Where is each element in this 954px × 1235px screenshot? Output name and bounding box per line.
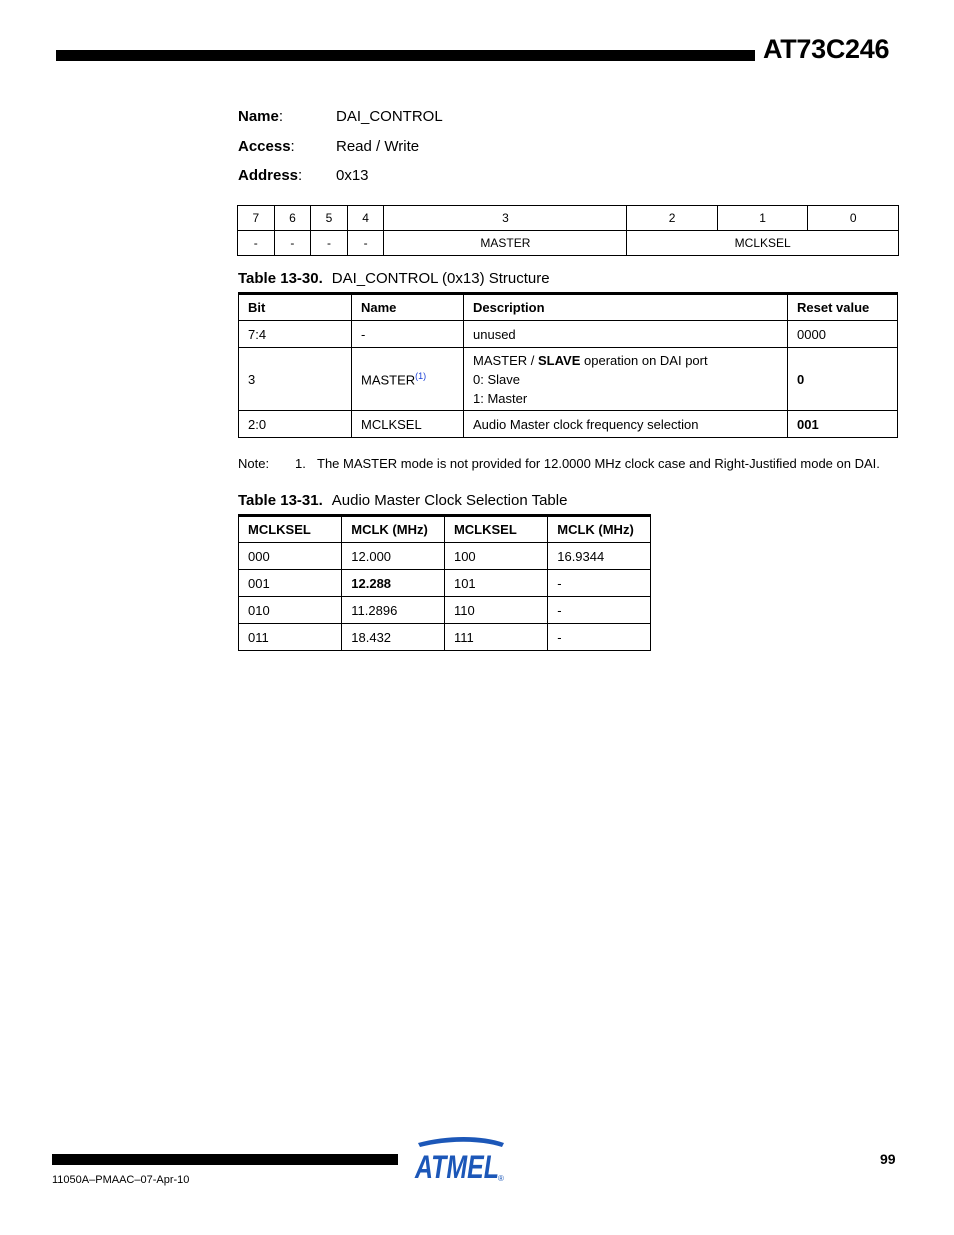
table-row: [239, 543, 651, 570]
table-cell: MCLKSEL: [352, 411, 464, 438]
note-number: 1.: [295, 456, 306, 471]
caption-text: DAI_CONTROL (0x13) Structure: [331, 270, 550, 287]
column-header: MCLKSEL: [444, 516, 547, 543]
note-label: Note:: [238, 456, 270, 471]
bit-number: 2: [627, 206, 717, 231]
bit-number: 3: [384, 206, 627, 231]
table-cell: -: [548, 570, 651, 597]
description-line: 1: Master: [473, 390, 528, 406]
bit-field: -: [274, 231, 311, 256]
bit-field-row: [238, 231, 899, 256]
structure-table: [238, 292, 898, 438]
clock-table-caption: [238, 492, 567, 509]
bit-field: -: [347, 231, 384, 256]
bit-field: -: [311, 231, 348, 256]
register-address-field: Address: 0x13: [238, 167, 369, 184]
table-cell: [464, 348, 788, 411]
register-access-field: Access: Read / Write: [238, 138, 420, 155]
bit-number: 0: [808, 206, 899, 231]
table-cell: 110: [444, 597, 547, 624]
table-header-row: [239, 294, 898, 321]
table-row: [239, 570, 651, 597]
table-row: [239, 348, 898, 411]
field-name: MASTER: [361, 372, 416, 388]
clock-selection-table: [238, 514, 651, 651]
atmel-logo: [412, 1137, 510, 1183]
table-cell: 3: [239, 348, 352, 411]
bit-number-row: [238, 206, 899, 231]
column-header: MCLK (MHz): [548, 516, 651, 543]
footer-rule: [52, 1154, 398, 1165]
bit-number: 7: [238, 206, 275, 231]
table-cell: 11.2896: [342, 597, 445, 624]
register-address-value: 0x13: [336, 167, 369, 184]
table-row: [239, 411, 898, 438]
structure-table-caption: [238, 270, 550, 287]
register-access-label: Access: [238, 138, 291, 155]
table-cell: 111: [444, 624, 547, 651]
bit-field: MASTER: [384, 231, 627, 256]
table-cell: unused: [464, 321, 788, 348]
caption-number: Table 13-31.: [238, 492, 323, 509]
bit-field: MCLKSEL: [627, 231, 899, 256]
bit-field: -: [238, 231, 275, 256]
table-cell: 001: [788, 411, 898, 438]
table-cell: 12.000: [342, 543, 445, 570]
description-text: MASTER /: [473, 352, 539, 368]
bit-number: 5: [311, 206, 348, 231]
column-header: Name: [352, 294, 464, 321]
description-text: operation on DAI port: [580, 352, 708, 368]
footnote-link[interactable]: (1): [415, 370, 427, 381]
description-line: 0: Slave: [473, 371, 520, 387]
column-header: Bit: [239, 294, 352, 321]
table-cell: 101: [444, 570, 547, 597]
register-name-label: Name: [238, 108, 279, 125]
table-header-row: [239, 516, 651, 543]
description-bold-text: SLAVE: [538, 352, 581, 368]
table-cell: 16.9344: [548, 543, 651, 570]
table-cell: 2:0: [239, 411, 352, 438]
caption-number: Table 13-30.: [238, 270, 323, 287]
table-cell: 7:4: [239, 321, 352, 348]
caption-text: Audio Master Clock Selection Table: [331, 492, 568, 509]
svg-text:®: ®: [498, 1174, 504, 1183]
register-name-field: Name: DAI_CONTROL: [238, 108, 443, 125]
table-row: [239, 597, 651, 624]
table-cell: Audio Master clock frequency selection: [464, 411, 788, 438]
table-cell: 001: [239, 570, 342, 597]
table-cell: 000: [239, 543, 342, 570]
table-cell: 0000: [788, 321, 898, 348]
note-text: The MASTER mode is not provided for 12.0000 MHz clock case and Right-Justified mode on DAI.: [317, 456, 880, 471]
bit-number: 1: [717, 206, 807, 231]
table-cell: 011: [239, 624, 342, 651]
table-cell: [352, 348, 464, 411]
column-header: Description: [464, 294, 788, 321]
table-row: [239, 624, 651, 651]
svg-text:ATMEL: ATMEL: [414, 1149, 499, 1183]
register-address-label: Address: [238, 167, 299, 184]
register-bit-table: [237, 205, 899, 256]
bit-number: 4: [347, 206, 384, 231]
register-name-value: DAI_CONTROL: [336, 108, 443, 125]
column-header: MCLKSEL: [239, 516, 342, 543]
table-cell: -: [352, 321, 464, 348]
column-header: Reset value: [788, 294, 898, 321]
table-row: [239, 321, 898, 348]
column-header: MCLK (MHz): [342, 516, 445, 543]
table-cell: 12.288: [342, 570, 445, 597]
document-title: AT73C246: [763, 34, 890, 64]
table-cell: 18.432: [342, 624, 445, 651]
description-line: [473, 351, 778, 370]
page-number: 99: [880, 1151, 896, 1167]
bit-number: 6: [274, 206, 311, 231]
header-rule: [56, 50, 755, 61]
register-access-value: Read / Write: [336, 138, 420, 155]
document-code: 11050A–PMAAC–07-Apr-10: [52, 1174, 190, 1186]
table-cell: -: [548, 624, 651, 651]
table-cell: 0: [788, 348, 898, 411]
table-cell: -: [548, 597, 651, 624]
table-cell: 100: [444, 543, 547, 570]
table-cell: 010: [239, 597, 342, 624]
